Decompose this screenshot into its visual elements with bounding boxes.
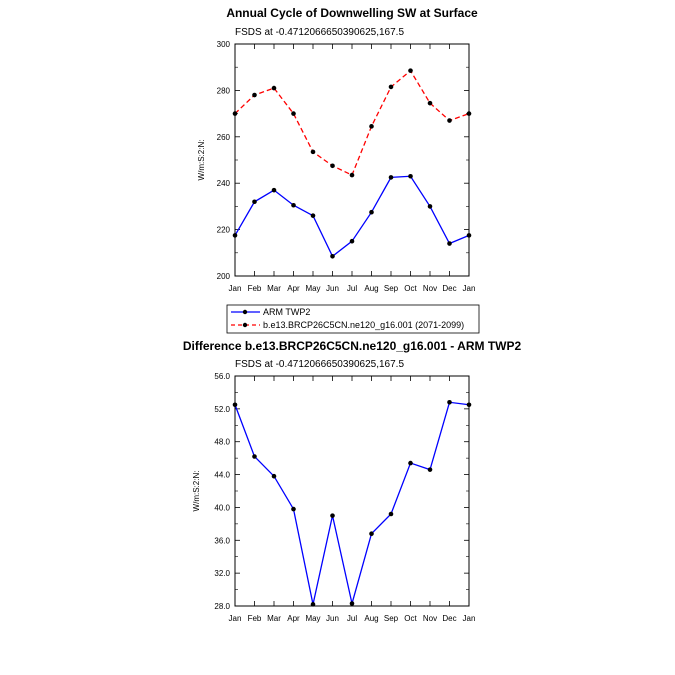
data-point: [252, 93, 257, 98]
x-tick-label: Apr: [287, 614, 300, 623]
data-point: [369, 210, 374, 215]
series-line-0: [235, 176, 469, 256]
data-point: [330, 254, 335, 259]
x-tick-label: Oct: [404, 284, 417, 293]
data-point: [428, 101, 433, 106]
y-tick-label: 48.0: [214, 437, 230, 447]
data-point: [272, 474, 277, 479]
data-point: [447, 241, 452, 246]
y-tick-label: 260: [216, 132, 230, 142]
series-line-0: [235, 402, 469, 604]
x-tick-label: Jun: [326, 284, 339, 293]
plot-frame: [235, 376, 469, 606]
data-point: [291, 507, 296, 512]
x-tick-label: Nov: [422, 284, 438, 293]
legend-marker-arm: [243, 310, 247, 314]
chart-1-title: Annual Cycle of Downwelling SW at Surface: [226, 6, 478, 20]
x-tick-label: Jul: [346, 284, 358, 293]
y-tick-label: 36.0: [214, 536, 230, 546]
y-tick-label: 44.0: [214, 470, 230, 480]
data-point: [291, 111, 296, 116]
data-point: [467, 233, 472, 238]
x-tick-label: Nov: [422, 614, 438, 623]
y-tick-label: 28.0: [214, 602, 230, 611]
chart-2-title: Difference b.e13.BRCP26C5CN.ne120_g16.001 - ARM TWP2: [182, 339, 522, 353]
x-tick-label: May: [305, 614, 321, 623]
x-tick-label: Dec: [442, 284, 457, 293]
x-tick-label: Jan: [228, 614, 242, 623]
legend-label-arm: ARM TWP2: [263, 307, 311, 317]
data-point: [350, 601, 355, 606]
chart-2-y-axis-label: W/m:S:2:N:: [192, 470, 201, 512]
y-tick-label: 56.0: [214, 372, 230, 381]
x-tick-label: Dec: [442, 614, 457, 623]
x-tick-label: Jan: [462, 284, 476, 293]
data-point: [408, 174, 413, 179]
data-point: [369, 124, 374, 129]
data-point: [311, 602, 316, 607]
y-tick-label: 52.0: [214, 404, 230, 414]
data-point: [389, 512, 394, 517]
x-tick-label: Jan: [462, 614, 476, 623]
data-point: [272, 188, 277, 193]
data-point: [233, 233, 238, 238]
x-tick-label: Mar: [267, 284, 281, 293]
data-point: [408, 68, 413, 73]
data-point: [311, 213, 316, 218]
legend-label-model: b.e13.BRCP26C5CN.ne120_g16.001 (2071-2099): [263, 320, 465, 330]
chart-2-plot: [214, 372, 475, 623]
data-point: [369, 531, 374, 536]
data-point: [447, 400, 452, 405]
y-tick-label: 200: [216, 272, 230, 281]
chart-1-subtitle: FSDS at -0.4712066650390625,167.5: [235, 27, 405, 38]
chart-1-y-axis-label: W/m:S:2:N:: [197, 139, 206, 181]
data-point: [252, 199, 257, 204]
x-tick-label: Mar: [267, 614, 281, 623]
data-point: [233, 402, 238, 407]
x-tick-label: Feb: [247, 614, 262, 623]
data-point: [389, 175, 394, 180]
y-tick-label: 32.0: [214, 569, 230, 579]
x-tick-label: Sep: [383, 614, 399, 623]
data-point: [233, 111, 238, 116]
y-tick-label: 40.0: [214, 503, 230, 513]
y-tick-label: 220: [216, 225, 230, 235]
chart-1-plot: [217, 40, 476, 293]
data-point: [330, 513, 335, 518]
data-point: [252, 454, 257, 459]
data-point: [272, 86, 277, 91]
x-tick-label: Sep: [383, 284, 399, 293]
data-point: [291, 203, 296, 208]
x-tick-label: Jul: [346, 614, 358, 623]
chart-2-subtitle: FSDS at -0.4712066650390625,167.5: [235, 359, 405, 370]
x-tick-label: Oct: [404, 614, 417, 623]
y-tick-label: 240: [216, 179, 230, 189]
x-tick-label: Apr: [287, 284, 300, 293]
data-point: [447, 118, 452, 123]
y-tick-label: 280: [216, 86, 230, 96]
chart-1-legend: [227, 305, 479, 333]
x-tick-label: Jun: [326, 614, 339, 623]
series-line-1: [235, 71, 469, 175]
data-point: [350, 239, 355, 244]
data-point: [428, 467, 433, 472]
x-tick-label: Jan: [228, 284, 242, 293]
data-point: [408, 461, 413, 466]
data-point: [467, 402, 472, 407]
data-point: [330, 164, 335, 169]
x-tick-label: Aug: [364, 284, 379, 293]
data-point: [311, 150, 316, 155]
x-tick-label: May: [305, 284, 321, 293]
data-point: [350, 173, 355, 178]
data-point: [389, 85, 394, 90]
x-tick-label: Feb: [247, 284, 262, 293]
x-tick-label: Aug: [364, 614, 379, 623]
data-point: [467, 111, 472, 116]
legend-marker-model: [243, 323, 247, 327]
data-point: [428, 204, 433, 209]
y-tick-label: 300: [216, 40, 230, 49]
